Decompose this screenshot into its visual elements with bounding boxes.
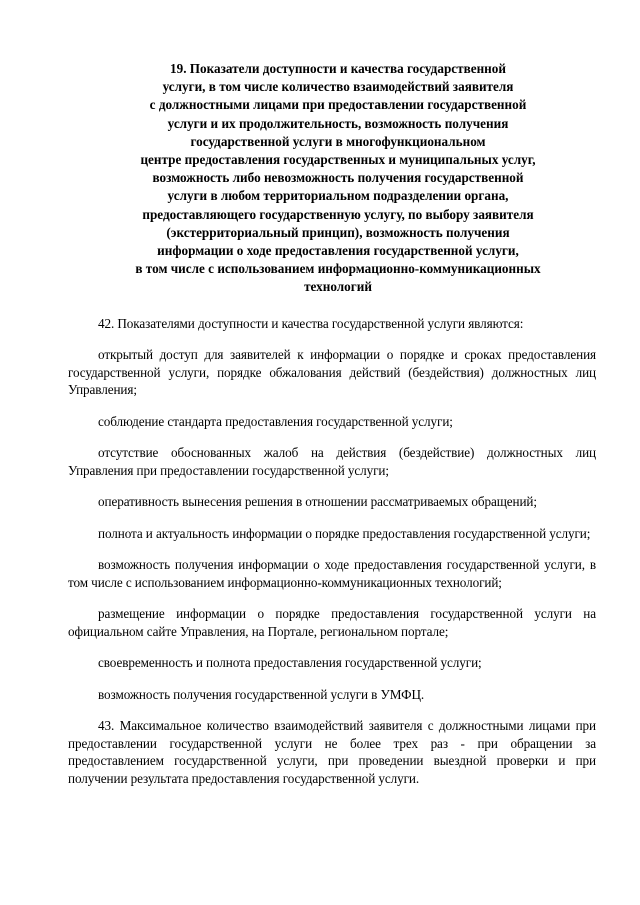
section-heading: [68, 60, 608, 297]
heading-line: в том числе с использованием информационно-коммуникационных: [135, 261, 541, 277]
list-item-website-information: размещение информации о порядке предоставления государственной услуги на официальном сайте Управления, на Портале, региональном портале;: [68, 606, 596, 639]
list-item-no-complaints: отсутствие обоснованных жалоб на действия (бездействие) должностных лиц Управления при предоставлении государственной услуги;: [68, 445, 596, 478]
list-item-standard-compliance: соблюдение стандарта предоставления государственной услуги;: [98, 413, 453, 429]
paragraph-43: 43. Максимальное количество взаимодействий заявителя с должностными лицами при предоставлении государственной услуги не более трех раз - при обращении за предоставлением государственной услуги, при проведении выездной проверки и при получении результата предоставления государственной услуги.: [68, 718, 596, 786]
list-item-open-access: открытый доступ для заявителей к информации о порядке и сроках предоставления государственной услуги, порядке обжалования действий (бездействия) должностных лиц Управления;: [68, 347, 596, 398]
paragraph-42: 42. Показателями доступности и качества государственной услуги являются:: [98, 315, 524, 331]
heading-line: услуги в любом территориальном подразделении органа,: [167, 188, 509, 204]
list-item-umfc-availability: возможность получения государственной услуги в УМФЦ.: [98, 686, 425, 702]
heading-line: технологий: [304, 279, 372, 295]
document-body: [68, 315, 596, 788]
heading-line: предоставляющего государственную услугу, по выбору заявителя: [142, 206, 534, 222]
heading-line: информации о ходе предоставления государственной услуги,: [157, 243, 519, 259]
heading-line: услуги и их продолжительность, возможность получения: [167, 115, 509, 131]
heading-line: с должностными лицами при предоставлении государственной: [149, 97, 527, 113]
heading-line: государственной услуги в многофункциональном: [190, 133, 486, 149]
list-item-information-completeness: полнота и актуальность информации о порядке предоставления государственной услуги;: [98, 525, 591, 541]
heading-line: возможность либо невозможность получения государственной: [152, 170, 524, 186]
heading-line: 19. Показатели доступности и качества государственной: [170, 61, 506, 76]
list-item-timeliness: своевременность и полнота предоставления государственной услуги;: [98, 655, 482, 671]
list-item-decision-speed: оперативность вынесения решения в отношении рассматриваемых обращений;: [98, 494, 537, 510]
heading-line: услуги, в том числе количество взаимодействий заявителя: [162, 79, 514, 95]
list-item-progress-information: возможность получения информации о ходе предоставления государственной услуги, в том числе с использованием информационно-коммуникационных технологий;: [68, 557, 596, 590]
heading-line: (экстерриториальный принцип), возможность получения: [166, 224, 510, 240]
heading-line: центре предоставления государственных и муниципальных услуг,: [140, 152, 536, 168]
